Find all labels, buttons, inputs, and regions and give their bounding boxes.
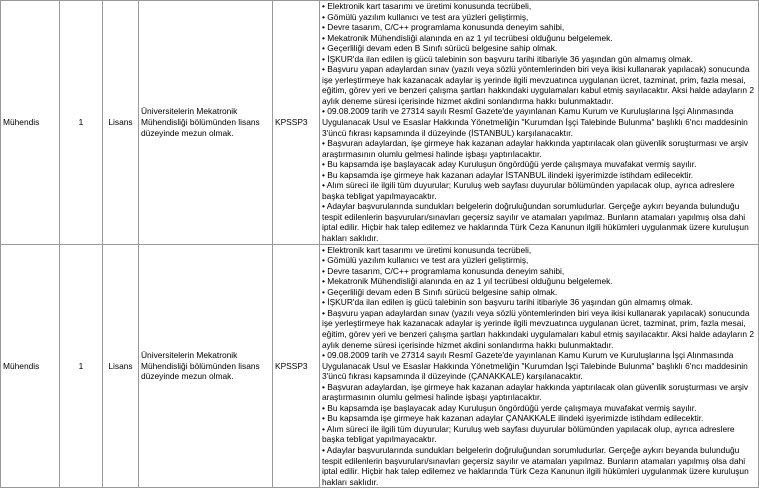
job-title-cell: Mühendis bbox=[1, 244, 60, 488]
requirement-item: • Başvuran adaylardan, işe girmeye hak kazanan adaylar hakkında yaptırılacak olan güvenlik soruşturması ve arşiv araştırmasının olumlu gelmesi halinde işbaşı yaptırılacaktır. bbox=[322, 138, 756, 159]
requirement-item: • Geçerliliği devam eden B Sınıfı sürücü belgesine sahip olmak. bbox=[322, 43, 756, 54]
requirement-item: • Bu kapsamda işe başlayacak aday Kuruluşun öngördüğü yerde çalışmaya muvafakat vermiş sayılır. bbox=[322, 159, 756, 170]
requirement-item: • Devre tasarım, C/C++ programlama konusunda deneyim sahibi, bbox=[322, 266, 756, 277]
requirement-item: • Adaylar başvurularında sundukları belgelerin doğruluğundan sorumludurlar. Gerçeğe aykırı beyanda bulunduğu tespit edilenlerin başvuruları/sınavları geçersiz sayılır ve atamaları yapılmaz. Bunların atamaları yapılmış olsa dahi iptal edilir. Hiçbir hak talep edilemez ve haklarında Türk Ceza Kanunun ilgili hükümleri uygulanmak üzere kuruluşun hakları saklıdır. bbox=[322, 445, 756, 487]
qualification-cell: Üniversitelerin Mekatronik Mühendisliği bölümünden lisans düzeyinde mezun olmak. bbox=[139, 244, 273, 488]
requirement-item: • 09.08.2009 tarih ve 27314 sayılı Resmî Gazete'de yayınlanan Kamu Kurum ve Kuruluşlarına İşçi Alınmasında Uygulanacak Usul ve Esaslar Hakkında Yönetmeliğin "Kurumdan İşçi Talebinde Bulunma" başlıklı 6'ncı maddesinin 3'üncü fıkrası kapsamında il düzeyinde (İSTANBUL) karşılanacaktır. bbox=[322, 106, 756, 138]
requirements-cell bbox=[320, 244, 759, 488]
position-count-cell: 1 bbox=[60, 1, 103, 245]
table-row bbox=[1, 244, 759, 488]
requirement-item: • Geçerliliği devam eden B Sınıfı sürücü belgesine sahip olmak. bbox=[322, 287, 756, 298]
requirement-item: • 09.08.2009 tarih ve 27314 sayılı Resmî Gazete'de yayınlanan Kamu Kurum ve Kuruluşlarına İşçi Alınmasında Uygulanacak Usul ve Esaslar Hakkında Yönetmeliğin "Kurumdan İşçi Talebinde Bulunma" başlıklı 6'ncı maddesinin 3'üncü fıkrası kapsamında il düzeyinde (ÇANAKKALE) karşılanacaktır. bbox=[322, 350, 756, 382]
table-row bbox=[1, 1, 759, 245]
education-level-cell: Lisans bbox=[103, 1, 139, 245]
requirement-item: • Bu kapsamda işe girmeye hak kazanan adaylar ÇANAKKALE ilindeki işyerimizde istihdam edilecektir. bbox=[322, 413, 756, 424]
requirements-cell bbox=[320, 1, 759, 245]
education-level-cell: Lisans bbox=[103, 244, 139, 488]
requirement-item: • İŞKUR'da ilan edilen iş gücü talebinin son başvuru tarihi itibariyle 36 yaşından gün almamış olmak. bbox=[322, 54, 756, 65]
requirement-item: • Gömülü yazılım kullanıcı ve test ara yüzleri geliştirmiş, bbox=[322, 255, 756, 266]
requirements-list bbox=[322, 245, 756, 488]
requirement-item: • Mekatronik Mühendisliği alanında en az 1 yıl tecrübesi olduğunu belgelemek. bbox=[322, 276, 756, 287]
requirement-item: • Adaylar başvurularında sundukları belgelerin doğruluğundan sorumludurlar. Gerçeğe aykırı beyanda bulunduğu tespit edilenlerin başvuruları/sınavları geçersiz sayılır ve atamaları yapılmaz. Bunların atamaları yapılmış olsa dahi iptal edilir. Hiçbir hak talep edilemez ve haklarında Türk Ceza Kanunun ilgili hükümleri uygulanmak üzere kuruluşun hakları saklıdır. bbox=[322, 201, 756, 243]
requirement-item: • Başvuru yapan adaylardan sınav (yazılı veya sözlü yöntemlerinden biri veya ikisi kullanarak yapılacak) sonucunda işe yerleştirmeye hak kazanacak adaylar iş yerinde ilgili mevzuatınca uygulanan ücret, tazminat, prim, fazla mesai, eğitim, görev yeri ve benzeri çalışma şartları hakkındaki uygulamaları kabul etmiş sayılacaktır. Aksi halde adayların 2 aylık deneme süresi içerisinde hizmet akdini sonlandırma hakkı bulunmaktadır. bbox=[322, 64, 756, 106]
requirement-item: • Bu kapsamda işe girmeye hak kazanan adaylar İSTANBUL ilindeki işyerimizde istihdam edilecektir. bbox=[322, 170, 756, 181]
requirement-item: • Elektronik kart tasarımı ve üretimi konusunda tecrübeli, bbox=[322, 245, 756, 256]
job-title-cell: Mühendis bbox=[1, 1, 60, 245]
qualification-cell: Üniversitelerin Mekatronik Mühendisliği bölümünden lisans düzeyinde mezun olmak. bbox=[139, 1, 273, 245]
requirement-item: • Alım süreci ile ilgili tüm duyurular; Kuruluş web sayfası duyurular bölümünden yapılacak olup, ayrıca adreslere başka tebligat yapılmayacaktır. bbox=[322, 424, 756, 445]
requirement-item: • Mekatronik Mühendisliği alanında en az 1 yıl tecrübesi olduğunu belgelemek. bbox=[322, 33, 756, 44]
requirement-item: • İŞKUR'da ilan edilen iş gücü talebinin son başvuru tarihi itibariyle 36 yaşından gün almamış olmak. bbox=[322, 297, 756, 308]
requirements-list bbox=[322, 1, 756, 244]
kpss-type-cell: KPSSP3 bbox=[273, 1, 320, 245]
requirement-item: • Alım süreci ile ilgili tüm duyurular; Kuruluş web sayfası duyurular bölümünden yapılacak olup, ayrıca adreslere başka tebligat yapılmayacaktır. bbox=[322, 180, 756, 201]
position-count-cell: 1 bbox=[60, 244, 103, 488]
requirement-item: • Gömülü yazılım kullanıcı ve test ara yüzleri geliştirmiş, bbox=[322, 12, 756, 23]
kpss-type-cell: KPSSP3 bbox=[273, 244, 320, 488]
requirement-item: • Devre tasarım, C/C++ programlama konusunda deneyim sahibi, bbox=[322, 22, 756, 33]
requirement-item: • Elektronik kart tasarımı ve üretimi konusunda tecrübeli, bbox=[322, 1, 756, 12]
requirement-item: • Başvuru yapan adaylardan sınav (yazılı veya sözlü yöntemlerinden biri veya ikisi kullanarak yapılacak) sonucunda işe yerleştirmeye hak kazanacak adaylar iş yerinde ilgili mevzuatınca uygulanan ücret, tazminat, prim, fazla mesai, eğitim, görev yeri ve benzeri çalışma şartları hakkındaki uygulamaları kabul etmiş sayılacaktır. Aksi halde adayların 2 aylık deneme süresi içerisinde hizmet akdini sonlandırma hakkı bulunmaktadır. bbox=[322, 308, 756, 350]
requirement-item: • Bu kapsamda işe başlayacak aday Kuruluşun öngördüğü yerde çalışmaya muvafakat vermiş sayılır. bbox=[322, 403, 756, 414]
requirement-item: • Başvuran adaylardan, işe girmeye hak kazanan adaylar hakkında yaptırılacak olan güvenlik soruşturması ve arşiv araştırmasının olumlu gelmesi halinde işbaşı yaptırılacaktır. bbox=[322, 382, 756, 403]
